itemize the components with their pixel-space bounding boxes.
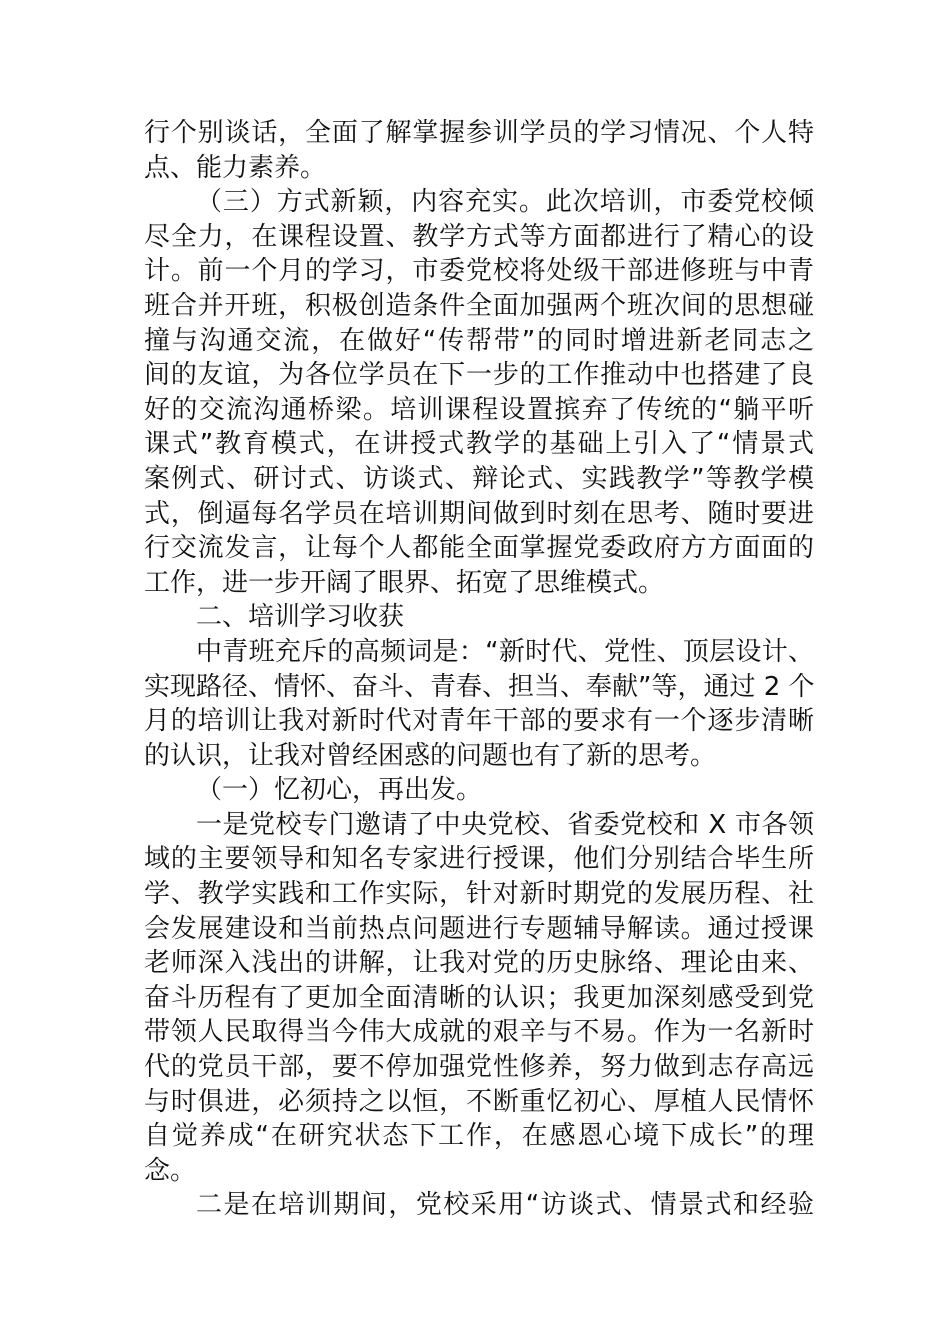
document-body: [144, 116, 814, 1223]
text-line: 一是党校专门邀请了中央党校、省委党校和 X 市各领: [196, 809, 814, 840]
text-line: 行交流发言，让每个人都能全面掌握党委政府方方面面的: [144, 533, 814, 564]
text-line: 域的主要领导和知名专家进行授课，他们分别结合毕生所: [144, 844, 814, 875]
text-line: 二是在培训期间，党校采用“访谈式、情景式和经验: [196, 1190, 814, 1221]
text-line: 月的培训让我对新时代对青年干部的要求有一个逐步清晰: [144, 706, 814, 737]
text-line: 行个别谈话，全面了解掌握参训学员的学习情况、个人特: [144, 118, 814, 148]
text-line: 奋斗历程有了更加全面清晰的认识；我更加深刻感受到党: [144, 982, 814, 1013]
text-line: 工作，进一步开阔了眼界、拓宽了思维模式。: [144, 567, 665, 598]
text-line: 老师深入浅出的讲解，让我对党的历史脉络、理论由来、: [144, 948, 814, 979]
text-line: 班合并开班，积极创造条件全面加强两个班次间的思想碰: [144, 290, 814, 321]
section-heading-2: 二、培训学习收获: [196, 602, 405, 633]
text-line: 自觉养成“在研究状态下工作，在感恩心境下成长”的理: [144, 1121, 814, 1152]
text-line: 实现路径、情怀、奋斗、青春、担当、奉献”等，通过 2 个: [144, 671, 815, 702]
text-line: 计。前一个月的学习，市委党校将处级干部进修班与中青: [144, 256, 814, 287]
text-line: 式，倒逼每名学员在培训期间做到时刻在思考、随时要进: [144, 498, 814, 529]
text-line: 点、能力素养。: [144, 152, 327, 183]
text-line: 尽全力，在课程设置、教学方式等方面都进行了精心的设: [144, 221, 814, 252]
section-heading-1: （一）忆初心，再出发。: [196, 775, 483, 806]
text-line: 会发展建设和当前热点问题进行专题辅导解读。通过授课: [144, 913, 814, 944]
text-line: 与时俱进，必须持之以恒，不断重忆初心、厚植人民情怀: [144, 1086, 814, 1117]
text-line: 间的友谊，为各位学员在下一步的工作推动中也搭建了良: [144, 360, 814, 391]
text-line: 的认识，让我对曾经困惑的问题也有了新的思考。: [144, 740, 717, 771]
text-line: 代的党员干部，要不停加强党性修养，努力做到志存高远: [144, 1052, 814, 1083]
text-line: 课式”教育模式，在讲授式教学的基础上引入了“情景式: [144, 429, 814, 460]
section-heading-3: （三）方式新颖，内容充实。此次培训，市委党校倾: [196, 187, 814, 218]
text-line: 念。: [144, 1155, 197, 1186]
text-line: 案例式、研讨式、访谈式、辩论式、实践教学”等教学模: [144, 463, 814, 494]
text-line: 学、教学实践和工作实际，针对新时期党的发展历程、社: [144, 879, 814, 910]
text-line: 撞与沟通交流，在做好“传帮带”的同时增进新老同志之: [144, 325, 814, 356]
text-line: 好的交流沟通桥梁。培训课程设置摈弃了传统的“躺平听: [144, 394, 814, 425]
text-line: 中青班充斥的高频词是：“新时代、党性、顶层设计、: [196, 636, 814, 667]
text-line: 带领人民取得当今伟大成就的艰辛与不易。作为一名新时: [144, 1017, 814, 1048]
